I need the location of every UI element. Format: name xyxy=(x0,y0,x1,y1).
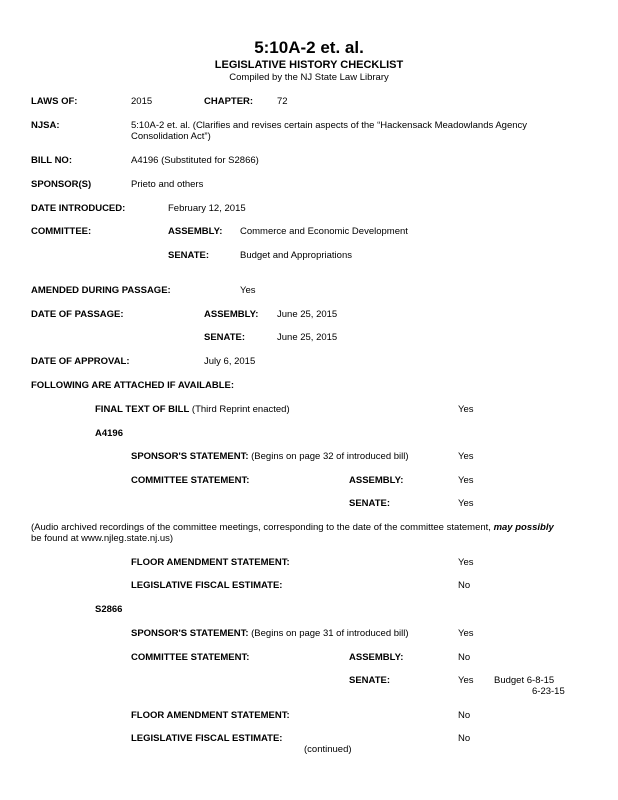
a4196-fiscal-value: No xyxy=(458,580,471,591)
njsa-label: NJSA: xyxy=(31,120,60,131)
chapter-label: CHAPTER: xyxy=(204,96,254,107)
s2866-senate-note-2: 6-23-15 xyxy=(532,686,565,697)
bill-no-value: A4196 (Substituted for S2866) xyxy=(131,155,259,166)
a4196-senate-value: Yes xyxy=(458,498,474,509)
njsa-line-2: Consolidation Act”) xyxy=(131,131,211,142)
page-subtitle: LEGISLATIVE HISTORY CHECKLIST xyxy=(214,59,404,71)
amended-label: AMENDED DURING PASSAGE: xyxy=(31,285,171,296)
bill-no-label: BILL NO: xyxy=(31,155,72,166)
a4196-heading: A4196 xyxy=(95,428,123,439)
njsa-line-1: 5:10A-2 et. al. (Clarifies and revises certain aspects of the “Hackensack Meadowlands Agency xyxy=(131,120,528,131)
a4196-fiscal-label: LEGISLATIVE FISCAL ESTIMATE: xyxy=(131,580,283,591)
s2866-senate-note-1: Budget 6-8-15 xyxy=(494,675,555,686)
s2866-sponsor-label: SPONSOR'S STATEMENT: xyxy=(131,628,249,639)
audio-note-emphasis: may possibly xyxy=(493,522,554,533)
compiled-by: Compiled by the NJ State Law Library xyxy=(229,72,389,83)
audio-note-line-2: be found at www.njleg.state.nj.us) xyxy=(31,533,174,544)
passage-label: DATE OF PASSAGE: xyxy=(31,309,124,320)
s2866-sponsor-value: Yes xyxy=(458,628,474,639)
date-introduced-label: DATE INTRODUCED: xyxy=(31,203,126,214)
laws-of-value: 2015 xyxy=(131,96,153,107)
passage-assembly-label: ASSEMBLY: xyxy=(204,309,259,320)
committee-assembly-value: Commerce and Economic Development xyxy=(240,226,408,237)
approval-label: DATE OF APPROVAL: xyxy=(31,356,130,367)
sponsors-label: SPONSOR(S) xyxy=(31,179,92,190)
a4196-floor-label: FLOOR AMENDMENT STATEMENT: xyxy=(131,557,290,568)
s2866-assembly-label: ASSEMBLY: xyxy=(349,652,404,663)
a4196-sponsor-value: Yes xyxy=(458,451,474,462)
s2866-floor-label: FLOOR AMENDMENT STATEMENT: xyxy=(131,710,290,721)
s2866-senate-label: SENATE: xyxy=(349,675,390,686)
approval-value: July 6, 2015 xyxy=(204,356,256,367)
amended-value: Yes xyxy=(240,285,256,296)
a4196-sponsor-row xyxy=(131,451,409,463)
a4196-senate-label: SENATE: xyxy=(349,498,390,509)
s2866-sponsor-note: (Begins on page 31 of introduced bill) xyxy=(248,628,409,639)
s2866-senate-value: Yes xyxy=(458,675,474,686)
laws-of-label: LAWS OF: xyxy=(31,96,78,107)
chapter-value: 72 xyxy=(277,96,288,107)
a4196-assembly-label: ASSEMBLY: xyxy=(349,475,404,486)
passage-senate-value: June 25, 2015 xyxy=(277,332,338,343)
final-text-label: FINAL TEXT OF BILL xyxy=(95,404,190,415)
a4196-committee-label: COMMITTEE STATEMENT: xyxy=(131,475,250,486)
a4196-floor-value: Yes xyxy=(458,557,474,568)
passage-senate-label: SENATE: xyxy=(204,332,245,343)
s2866-fiscal-value: No xyxy=(458,733,471,744)
sponsors-value: Prieto and others xyxy=(131,179,204,190)
committee-senate-label: SENATE: xyxy=(168,250,209,261)
committee-label: COMMITTEE: xyxy=(31,226,92,237)
committee-assembly-label: ASSEMBLY: xyxy=(168,226,223,237)
s2866-heading: S2866 xyxy=(95,604,123,615)
continued-note: (continued) xyxy=(304,744,352,755)
s2866-committee-label: COMMITTEE STATEMENT: xyxy=(131,652,250,663)
s2866-fiscal-label: LEGISLATIVE FISCAL ESTIMATE: xyxy=(131,733,283,744)
date-introduced-value: February 12, 2015 xyxy=(168,203,246,214)
audio-note-text: (Audio archived recordings of the committee meetings, corresponding to the date of the committee statement, xyxy=(31,522,494,533)
a4196-sponsor-label: SPONSOR'S STATEMENT: xyxy=(131,451,249,462)
a4196-assembly-value: Yes xyxy=(458,475,474,486)
s2866-sponsor-row xyxy=(131,628,409,640)
page-title: 5:10A-2 et. al. xyxy=(254,38,364,57)
final-text-value: Yes xyxy=(458,404,474,415)
final-text-note: (Third Reprint enacted) xyxy=(189,404,290,415)
a4196-sponsor-note: (Begins on page 32 of introduced bill) xyxy=(248,451,409,462)
s2866-assembly-value: No xyxy=(458,652,471,663)
committee-senate-value: Budget and Appropriations xyxy=(240,250,352,261)
passage-assembly-value: June 25, 2015 xyxy=(277,309,338,320)
final-text-row xyxy=(95,404,290,416)
s2866-floor-value: No xyxy=(458,710,471,721)
following-heading: FOLLOWING ARE ATTACHED IF AVAILABLE: xyxy=(31,380,234,391)
